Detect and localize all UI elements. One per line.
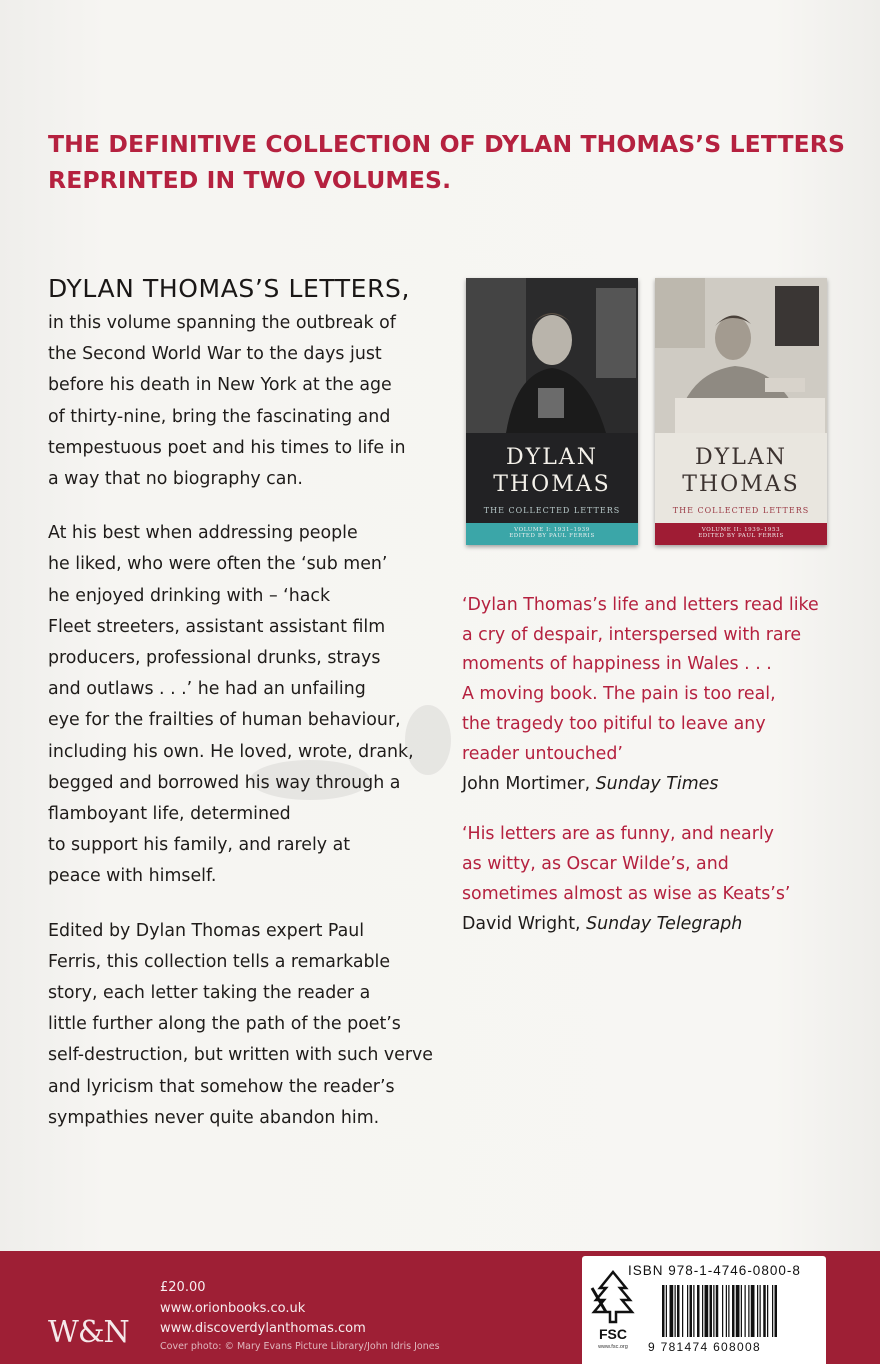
blurb-lead-title: DYLAN THOMAS’S LETTERS, bbox=[48, 274, 411, 303]
text-line: self-destruction, but written with such verve bbox=[48, 1045, 434, 1066]
text-line: the Second World War to the days just bbox=[48, 344, 382, 365]
cover-volume-band bbox=[655, 523, 827, 545]
text-line: little further along the path of the poet’s bbox=[48, 1014, 401, 1035]
barcode-icon bbox=[662, 1285, 816, 1337]
cover-volume-label: VOLUME I: 1931–1939 bbox=[514, 527, 590, 533]
cover-author-last-name: THOMAS bbox=[682, 472, 800, 497]
text-line: story, each letter taking the reader a bbox=[48, 983, 371, 1004]
text-line: begged and borrowed his way through a bbox=[48, 772, 401, 793]
text-line: producers, professional drunks, strays bbox=[48, 648, 381, 669]
text-line: including his own. He loved, wrote, drank, bbox=[48, 741, 414, 762]
blurb-paragraph-1 bbox=[48, 308, 428, 495]
fsc-logo bbox=[586, 1268, 640, 1360]
volume-2-cover-image bbox=[655, 278, 827, 545]
cover-editor-label: EDITED BY PAUL FERRIS bbox=[509, 533, 595, 539]
author-photo-icon bbox=[466, 278, 638, 433]
text-line: to support his family, and rarely at bbox=[48, 835, 351, 856]
headline bbox=[48, 126, 846, 198]
quote-line: ‘His letters are as funny, and nearly bbox=[462, 824, 774, 845]
cover-author-first-name: DYLAN bbox=[695, 445, 787, 470]
quote-line: reader untouched’ bbox=[462, 743, 623, 764]
author-photo-icon bbox=[655, 278, 827, 433]
text-line: sympathies never quite abandon him. bbox=[48, 1107, 380, 1128]
text-line: he enjoyed drinking with – ‘hack bbox=[48, 585, 331, 606]
blurb bbox=[48, 270, 434, 1134]
text-line: Fleet streeters, assistant assistant film bbox=[48, 616, 386, 637]
fsc-tree-icon bbox=[586, 1268, 640, 1326]
review-quote-2 bbox=[462, 820, 862, 909]
website-link[interactable]: www.discoverdylanthomas.com bbox=[160, 1321, 366, 1336]
website-link[interactable]: www.orionbooks.co.uk bbox=[160, 1300, 306, 1316]
quote-line: ‘Dylan Thomas’s life and letters read like bbox=[462, 595, 819, 615]
price: £20.00 bbox=[160, 1280, 206, 1295]
text-line: tempestuous poet and his times to life in bbox=[48, 437, 406, 458]
fsc-url: www.fsc.org bbox=[598, 1344, 628, 1350]
cover-subtitle: THE COLLECTED LETTERS bbox=[483, 506, 621, 515]
reviewer-name: John Mortimer, bbox=[462, 774, 596, 795]
review-attribution-2 bbox=[462, 909, 862, 939]
text-line: eye for the frailties of human behaviour, bbox=[48, 710, 401, 731]
blurb-paragraph-3 bbox=[48, 916, 434, 1134]
review-attribution-1 bbox=[462, 769, 862, 799]
text-line: Edited by Dylan Thomas expert Paul bbox=[48, 920, 365, 941]
quote-line: a cry of despair, interspersed with rare bbox=[462, 624, 802, 645]
text-line: and lyricism that somehow the reader’s bbox=[48, 1076, 395, 1097]
quote-line: the tragedy too pitiful to leave any bbox=[462, 713, 766, 734]
headline-line-1: THE DEFINITIVE COLLECTION OF DYLAN THOMAS’S LETTERS bbox=[48, 130, 846, 158]
quote-line: A moving book. The pain is too real, bbox=[462, 684, 776, 705]
volume-1-cover-image bbox=[466, 278, 638, 545]
review-quote-1 bbox=[462, 591, 862, 769]
fsc-label: FSC bbox=[599, 1326, 627, 1342]
headline-line-2: REPRINTED IN TWO VOLUMES. bbox=[48, 166, 452, 194]
cover-author-first-name: DYLAN bbox=[506, 445, 598, 470]
text-line: At his best when addressing people bbox=[48, 523, 358, 544]
barcode-number: 9 781474 608008 bbox=[648, 1340, 761, 1354]
blurb-paragraph-2 bbox=[48, 518, 428, 892]
cover-editor-label: EDITED BY PAUL FERRIS bbox=[698, 533, 784, 539]
quote-line: moments of happiness in Wales . . . bbox=[462, 654, 772, 675]
cover-author-last-name: THOMAS bbox=[493, 472, 611, 497]
text-line: and outlaws . . .’ he had an unfailing bbox=[48, 679, 366, 700]
reviewer-name: David Wright, bbox=[462, 914, 587, 935]
text-line: flamboyant life, determined bbox=[48, 804, 291, 825]
review-quotes bbox=[462, 591, 862, 939]
text-line: in this volume spanning the outbreak of bbox=[48, 313, 396, 333]
text-line: he liked, who were often the ‘sub men’ bbox=[48, 554, 388, 575]
cover-photo-credit: Cover photo: © Mary Evans Picture Library/John Idris Jones bbox=[160, 1341, 440, 1352]
publisher-logo: W&N bbox=[48, 1315, 129, 1350]
text-line: a way that no biography can. bbox=[48, 469, 303, 490]
text-line: of thirty-nine, bring the fascinating and bbox=[48, 406, 391, 427]
isbn-label: ISBN 978-1-4746-0800-8 bbox=[628, 1263, 801, 1278]
cover-volume-band bbox=[466, 523, 638, 545]
footer-info bbox=[160, 1278, 366, 1340]
cover-volume-label: VOLUME II: 1939–1953 bbox=[701, 527, 781, 533]
text-line: peace with himself. bbox=[48, 866, 217, 887]
quote-line: sometimes almost as wise as Keats’s’ bbox=[462, 883, 791, 904]
text-line: Ferris, this collection tells a remarkable bbox=[48, 951, 391, 972]
publication-name: Sunday Times bbox=[595, 774, 719, 795]
cover-subtitle: THE COLLECTED LETTERS bbox=[672, 506, 810, 515]
quote-line: as witty, as Oscar Wilde’s, and bbox=[462, 853, 729, 874]
text-line: before his death in New York at the age bbox=[48, 375, 392, 396]
publication-name: Sunday Telegraph bbox=[586, 914, 743, 935]
